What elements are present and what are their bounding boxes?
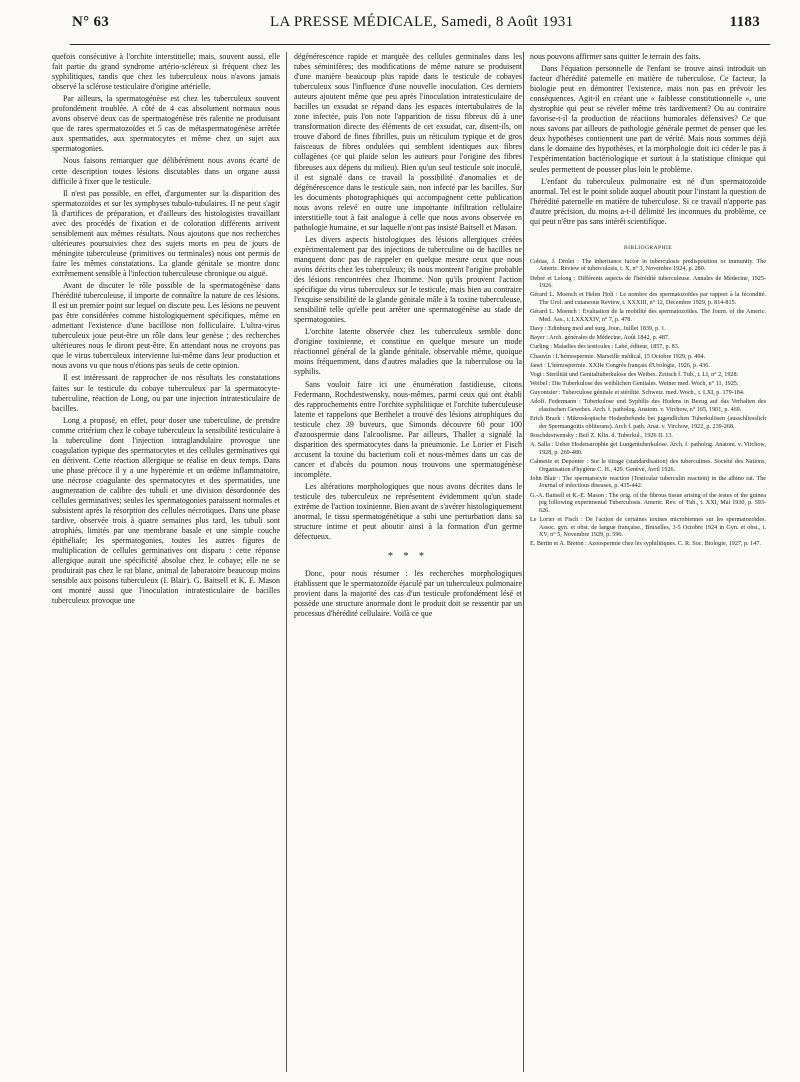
bibliography-entry: Janet : L'hémospermie. XXIIe Congrès français d'Urologie, 1926, p. 436. (530, 362, 710, 369)
paragraph: Donc, pour nous résumer : les recherches morphologiques établissent que le spermatozoïde éjaculé par un tuberculeux pulmonaire provient dans la majorité des cas d'un testicule profondément lésé et possède une structure anormale dont le produit doit se ressentir par un processus d'hérédité cellulaire. Voilà ce que (294, 569, 522, 619)
paragraph: Les divers aspects histologiques des lésions allergiques créées expérimentalement par des injections de tuberculine ou de bacilles ne manquent donc pas de rappeler en quelque mesure ceux que nous avons décrits chez les tuberculeux; ils nous montrent l'origine probable des lésions rencontrées chez l'homme. Non qu'ils prouvent l'action spécifique du virus tuberculeux sur le testicule, mais bien au contraire l'exquise sensibilité de la glande génitale mâle à la toxine tuberculeuse, sensibilité telle qu'elle peut arrêter une spermatogénèse au stade de spermatogonies. (294, 234, 522, 325)
header-rule (70, 44, 770, 45)
bibliography-entry: Cobias, J. Drolet : The inheritance factor in tuberculosis predisposition or immunity. The Americ. Review of tuberculosis, t. X, n° 3, Novembre 1924, p. 280. (530, 258, 766, 273)
bibliography-entry: Le Lorier et Fisch : De l'action de certaines toxines microbiennes sur les spermatozoïdes. Assoc. gyn. et obst. de langue française., Bruxelles, 3-5 Octobre 1924 in Gyn. et obst., t. XV, n° 5, Novembre 1929, p. 596. (530, 516, 766, 539)
column-1 (52, 52, 280, 1074)
paragraph: Nous faisons remarquer que délibérément nous avons écarté de cette description toutes lésions discutables dans un organe aussi difficile à fixer que le testicule. (52, 156, 280, 186)
bibliography-entry: Weibel : Die Tuberkulose des weiblichen Genitales. Weiner med. Woch, n° 11, 1925. (530, 381, 739, 388)
bibliography-entry: G.-A. Baitsell et K.-E. Mason : The orig. of the fibrous tissue arising of the testes of the guinea pig following experimental Tuberculosis. Americ. Rev. of Tub., t. XXI, Mai 1930, p. 593-626. (530, 492, 766, 514)
page-header (30, 14, 770, 40)
bibliography-entry: Gérard L. Moench : Evaluation de la mobilité des spermatozoïdes. The Journ. of the Americ. Med. Ass., t. LXXXXIV, n° 7, p. 478. (530, 309, 766, 323)
issue-number: N° 63 (72, 14, 110, 30)
paragraph: Sans vouloir faire ici une énumération fastidieuse, citons Federmann, Rochdestwensky, nous-mêmes, parmi ceux qui ont établi des rapprochements entre l'orchite syphilitique et l'orchite tuberculeuse latente et rappelons que Berthelet a trouvé des lésions atrophiques du testicule chez 39 buveurs, que Simonds découvre 60 pour 100 d'azoospermie dans l'alcoolisme. Par ailleurs, Thaller a signalé la disparition des spermatocytes dans la pneumonie. Le Lorier et Fisch accusent la toxine du bacterium coli et nous-mêmes dans un cas de cancer et d'abcès du poumon nous trouvons une spermatogénèse incomplète. (294, 379, 522, 479)
bibliography-entry: Davy : Edinburg med and surg. Jour., Juillet 1839, p. 1. (530, 325, 666, 332)
conclusion-paragraph: L'enfant du tuberculeux pulmonaire est né d'un spermatozoïde anormal. Tel est le point solide auquel aboutit pour l'instant la question de l'hérédité paternelle en matière de tuberculose. Si ce travail n'apporte pas d'autre précision, du moins a-t-il délimité les inconnues du problème, ce qui peut n'être pas sans intérêt scientifique. (530, 176, 766, 226)
bibliography-entry: Gérard L. Moench et Helen Holt : Le nombre des spermatozoïdes par rapport à la fécondité. The Urol. and cutaneous Review, t. XXXIII, n° 12, Décembre 1929, p. 814-815. (530, 292, 766, 306)
paragraph: Les altérations morphologiques que nous avons décrites dans le testicule des tuberculeux ne représentent évidemment qu'un stade extrême de l'action toxinienne. Bien avant de s'avérer histologiquement anormal, le tissu spermatogénétique a subi une perturbation dans sa structure intime et peut aboutir ainsi à la formation d'un germe défectueux. (294, 481, 522, 542)
paragraph: dégénérescence rapide et marquée des cellules germinales dans les tubes séminifères; des modifications de même nature se produisent d'une manière beaucoup plus rapide dans le testicule de cobayes tuberculeux sous l'influence d'une nouvelle inoculation. Ces derniers auteurs ajoutent même que peu après l'inoculation intratesticulaire de bacilles un exsudat se répand dans les espaces intertubulaires de la zone infectée, puis l'on note l'apparition de tissu fibreux dû à une transformation directe des éléments de cet exsudat, car, disent-ils, on trouve d'abord de fines fibrilles, puis un réticulum typique et de gros faisceaux de fibres ondulées qui semblent identiques aux fibres collagènes (ce qui plaide selon les auteurs pour l'origine des fibres fibreuses aux dépens du milieu). Bien qu'un seul testicule soit inoculé, il est signalé dans ce travail la possibilité d'anomalies et de dégénérescence dans le testicule sain, non infecté par les bacilles. Sur les documents photographiques qui accompagnent cette publication nous avons relevé en outre une importante infiltration cellulaire interstitielle tout à fait analogue à celle que nous avons observée en pathologie humaine, et sur laquelle n'ont pas insisté Baitsell et Mason. (294, 52, 522, 232)
bibliography-entry: Curling : Maladies des testicules : Labé, éditeur, 1857, p. 83. (530, 344, 680, 351)
column-3 (530, 52, 766, 1074)
paragraph: Dans l'équation personnelle de l'enfant se trouve ainsi introduit un facteur d'hérédité paternelle en matière de tuberculose. Ce facteur, la biologie peut en démontrer l'existence, mais non pas en prévoir les conséquences. Agit-il en créant une « faiblesse constitutionnelle », une dystrophie qui peut se révéler même très tardivement? Ou au contraire favorise-t-il la production de réactions humorales défensives? Ce que nous savons par ailleurs de pathologie générale permet de penser que les deux hypothèses contiennent une part de vérité. Mais nous sommes déjà dans le domaine des hypothèses, et la morphologie doit ici céder le pas à l'expérimentation bactériologique et surtout à la statistique clinique qui seules permettent de pousser plus loin le problème. (530, 64, 766, 174)
page-number: 1183 (729, 14, 760, 30)
article-body (52, 52, 774, 1074)
paragraph: Avant de discuter le rôle possible de la spermatogénèse dans l'hérédité tuberculeuse, il importe de connaître la nature de ces lésions. Il est un premier point sur lequel on discute peu. Les lésions ne peuvent pas être considérées comme histologiquement spécifiques, même en admettant l'existence d'une bacillose non folliculaire. L'ultra-virus tuberculeux joue peut-être un rôle dans leur genèse ; des recherches ultérieures nous le diront peut-être. En attendant nous ne croyons pas que le virus tuberculeux intervienne lui-même dans leur production et nous avons vu que nous n'étions pas seuls de cette opinion. (52, 281, 280, 371)
bibliography-entry: Adolf. Federmann : Tuberkulose und Syphilis des Hodens in Bezug auf das Verhalten des elastischen Gewebes. Arch. f. patholog. Anatom. v. Virchow, n° 165, 1901, p. 469. (530, 399, 766, 414)
paragraph: Il est intéressant de rapprocher de nos résultats les constatations faites sur le testicule du cobaye tuberculeux par la spermatocyte-tuberculine, réaction de Long, ou par une injection intratesticulaire de bacilles. (52, 373, 280, 413)
paragraph: Long a proposé, en effet, pour doser une tuberculine, de prendre comme critérium chez le cobaye tuberculeux la sensibilité testiculaire à la tuberculine dont l'injection intraglandulaire provoque une coagulation typique des spermatocytes et des cellules germinatives qui en dérivent. Cette réaction allergique se réalise en deux temps. Dans une phase précoce il y a une hyperémie et un œdème inflammatoire, une nécrose coagulante des spermatocytes et des spermatides, une augmentation de calibre des tubuli et une division désordonnée des cellules germinatives; seules les spermatogonies paraissent normales et subsistent après la résorption des cellules nécrotiques. Dans une phase tardive, observée trois à quatre semaines plus tard, les tubuli sont atrophiés, limités par une membrane basale et une simple couche épithéliale; les spermatogonies, toutes les autres figures de multiplication de cellules germinatives ont disparu : cette réponse allergique aurait une spécificité absolue chez le cobaye; elle ne se produirait pas chez le rat blanc, animal de laboratoire beaucoup moins sensible aux poisons tuberculeux (I. Blair). G. Baitsell et K. E. Mason ont montré aussi que l'inoculation intratesticulaire de bacilles tuberculeux provoque une (52, 415, 280, 606)
paragraph: nous pouvons affirmer sans quitter le terrain des faits. (530, 52, 701, 61)
paragraph: Il n'est pas possible, en effet, d'argumenter sur la disparition des spermatozoïdes et sur les symphyses tubulo-tubulaires. Il ne peut s'agir là d'artifices de préparation, et d'ailleurs des histologistes travaillant avec des procédés de fixation et de coloration différents arrivent sensiblement aux mêmes résultats. Nous ajoutons que nos recherches ultérieures poursuivies chez des sujets morts en peu de jours de méningite tuberculeuse (primitives ou terminales) nous ont permis de faire les mêmes constatations. La glande génitale se montre donc extrêmement sensible à l'infection tuberculeuse chronique ou aiguë. (52, 188, 280, 278)
bibliography-entry: John Blair : The spermatocyte reaction (Testicular tuberculin reaction) in the albino rat. The Journal of infectious diseases, p. 435-442. (530, 475, 766, 490)
bibliography-entry: E. Bertin et A. Breton : Azoospermie chez les syphilitiques. C. R. Soc. Biologie, 1927, p. 147. (530, 541, 761, 548)
section-separator: * * * (388, 551, 428, 563)
paragraph: Par ailleurs, la spermatogénèse est chez les tuberculeux souvent profondément troublée. A côté de 4 cas absolument normaux nous avons observé deux cas de spermatogénèse très ralentie ne produisant que de rares spermatozoïdes et 5 cas de métaspermatogénèse arrêtée aux spermatides, aux spermatocytes et même chez un sujet aux spermatogonies. (52, 94, 280, 154)
bibliography-entry: Chauvin : L'hémospermie. Marseille médical, 15 Octobre 1929, p. 494. (530, 353, 706, 360)
bibliography-entry: Debré et Lelong : Différents aspects de l'hérédité tuberculeuse. Annales de Médecine, 1925-1926. (530, 275, 766, 290)
journal-title: LA PRESSE MÉDICALE, Samedi, 8 Août 1931 (270, 14, 574, 30)
bibliography-entry: Erich Brack : Mikroskopische Hodenbefunde bei jugendlichen Tuberkulösen (ausschliesslich der Spermangoitis obliterans). Arch f. path. Anat. v. Virchow, 1922, p. 239-268. (530, 416, 766, 430)
bibliography-entry: Calmette et Deponter : Sur le titrage (standardisation) des tuberculines. Société des Nations, Organisation d'hygiène C. H., 429. Genève, Avril 1926. (530, 459, 766, 473)
bibliography-entry: A. Salla : Ueber Hodenatrophie gei Lungentuberkulose. Arch. f. patholog. Anatom. v. Virchow, 1928, p. 269-480. (530, 442, 766, 456)
bibliography-entry: Roschdestwensky : Beil Z. Klin. d. Tuberkul., 1926 II. 13. (530, 433, 673, 440)
bibliography-entry: Bayer : Arch. générales de Médecine, Août 1842, p. 487. (530, 335, 670, 342)
bibliography-entry: Vogt : Sterilität und Genitaltuberkulose des Weibes. Zeitsch f. Tub., t. LI, n° 2, 1928. (530, 371, 739, 378)
bibliography-entry: Guyonisier : Tuberculose génitale et stérilité. Schweiz. med. Woch., t. LXI, p. 179-184. (530, 390, 745, 397)
paragraph: L'orchite latente observée chez les tuberculeux semble donc d'origine toxinienne, et constitue en quelque mesure un mode réactionnel général de la glande génitale, observable même, quoique moins fréquemment, dans d'autres maladies que la tuberculose ou la syphilis. (294, 327, 522, 377)
column-2 (294, 52, 522, 1074)
paragraph: quefois consécutive à l'orchite interstitielle; mais, souvent aussi, elle fait partie du grand syndrome artério-scléreux si fréquent chez les syphilitiques, tandis que chez les tuberculeux nous n'avons jamais observé la sclérose testiculaire d'origine artérielle. (52, 52, 280, 92)
bibliography-title: BIBLIOGRAPHIE (623, 244, 673, 251)
